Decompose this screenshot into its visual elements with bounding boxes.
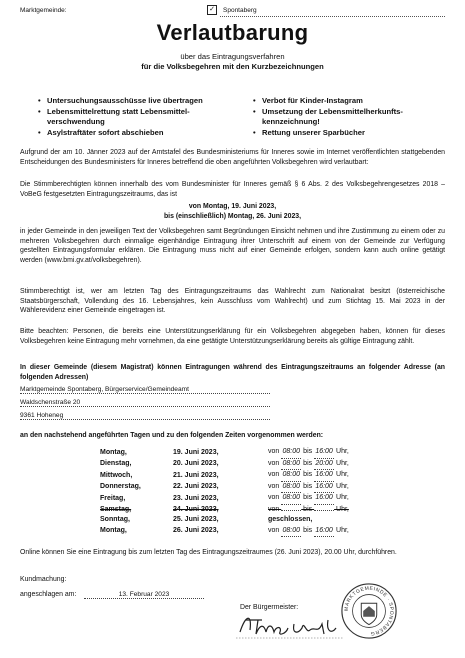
list-item: • Umsetzung der Lebensmittelherkunfts-kennzeichnung!	[253, 107, 438, 126]
gemeinde-label: Marktgemeinde:	[20, 7, 67, 14]
buergermeister-label: Der Bürgermeister:	[240, 604, 299, 611]
schedule-times: von 08:00 bis 16:00 Uhr,	[268, 447, 352, 459]
time-from: 08:00	[281, 470, 301, 482]
time-from: 08:00	[281, 447, 301, 459]
schedule-day: Montag,	[100, 448, 127, 456]
paragraph-schedule-intro: an den nachstehend angeführten Tagen und zu den folgenden Zeiten vorgenommen werden:	[20, 432, 324, 439]
address-line-1: Marktgemeinde Spontaberg, Bürgerservice/Gemeindeamt	[20, 386, 270, 394]
angeschlagen-label: angeschlagen am:	[20, 591, 77, 598]
schedule-times: geschlossen,	[268, 516, 313, 523]
paragraph-online: Online können Sie eine Eintragung bis zum letzten Tag des Eintragungszeitraumes (26. Juni 2023), 20.00 Uhr, durchführen.	[20, 549, 397, 556]
schedule-times: von 08:00 bis 20:00 Uhr,	[268, 459, 352, 471]
table-row	[100, 470, 352, 482]
schedule-times: von 08:00 bis 16:00 Uhr,	[268, 526, 352, 538]
schedule-times: von 08:00 bis 16:00 Uhr,	[268, 493, 352, 505]
address-line-2: Waldschenstraße 20	[20, 399, 270, 407]
list-item: • Rettung unserer Sparbücher	[253, 128, 438, 138]
kundmachung-label: Kundmachung:	[20, 576, 67, 583]
table-row	[100, 493, 352, 505]
time-to: 16:00	[314, 470, 334, 482]
table-row	[100, 505, 352, 516]
signature-icon	[236, 610, 346, 640]
paragraph-note: Bitte beachten: Personen, die bereits eine Unterstützungserklärung für ein Volksbegehren abgegeben haben, können für dieses Volksbegehren keine Eintragung mehr vornehmen, da eine getätigte Unterstützungserklärung bereits als gültige Eintragung zählt.	[20, 328, 445, 345]
schedule-times: von 08:00 bis 16:00 Uhr,	[268, 470, 352, 482]
time-to: 16:00	[314, 447, 334, 459]
time-to: 16:00	[314, 493, 334, 505]
header-bar	[20, 4, 445, 20]
time-from	[281, 510, 301, 511]
official-seal-icon	[340, 582, 398, 640]
table-row	[100, 459, 352, 471]
schedule-date: 21. Juni 2023,	[173, 471, 219, 479]
subtitle-line-2: für die Volksbegehren mit den Kurzbezeichnungen	[141, 62, 324, 71]
time-to: 16:00	[314, 526, 334, 538]
schedule-date: 26. Juni 2023,	[173, 527, 219, 534]
initiative-column-right	[253, 96, 438, 139]
time-to: 16:00	[314, 482, 334, 494]
table-row	[100, 526, 352, 538]
time-from: 08:00	[281, 526, 301, 538]
seal-text: MARKTGEMEINDE · SPONTABERG	[343, 585, 395, 637]
schedule-day: Samstag,	[100, 505, 132, 513]
paragraph-registration: in jeder Gemeinde in den jeweiligen Text der Volksbegehren samt Begründungen Einsicht nehmen und ihre Zustimmung zu einem oder zu mehreren Volksbegehren durch einmalige eigenhändige Eintragung ihrer Unterschrift auf einem von der Gemeinde zur Verfügung gestellten Eintragungsformular erklären. Die Eintragung muss nicht auf einer Gemeinde erfolgen, sondern kann auch online getätigt werden (www.bmi.gv.at/volksbegehren).	[20, 228, 445, 264]
list-item: • Verbot für Kinder-Instagram	[253, 96, 438, 106]
schedule-day: Sonntag,	[100, 516, 130, 523]
time-from: 08:00	[281, 493, 301, 505]
list-item: • Untersuchungsausschüsse live übertragen	[38, 96, 238, 106]
time-from: 08:00	[281, 482, 301, 494]
period-end: bis (einschließlich) Montag, 26. Juni 2023,	[163, 213, 302, 220]
initiative-column-left	[38, 96, 238, 139]
period-start: von Montag, 19. Juni 2023,	[188, 203, 277, 210]
fill-line	[220, 16, 445, 17]
time-to	[314, 510, 334, 511]
schedule-table	[100, 447, 352, 537]
schedule-date: 25. Juni 2023,	[173, 516, 219, 523]
schedule-day: Freitag,	[100, 494, 126, 502]
paragraph-intro: Aufgrund der am 10. Jänner 2023 auf der Amtstafel des Bundesministeriums für Inneres sowie im Internet veröffentlichten stattgebenden Entscheidungen des Bundesministers für Inneres betreffend die oben angeführten Volksbegehren wird verlautbart:	[20, 149, 445, 166]
subtitle-line-1: über das Eintragungsverfahren	[180, 52, 285, 61]
schedule-times: von bis Uhr,	[268, 505, 349, 513]
table-row	[100, 447, 352, 459]
checkbox-icon: ✓	[207, 5, 217, 15]
document-title: Verlautbarung	[156, 20, 309, 45]
time-from: 08:00	[281, 459, 301, 471]
gemeinde-value: Spontaberg	[223, 7, 257, 14]
schedule-date: 24. Juni 2023,	[173, 505, 219, 513]
list-item: • Asylstraftäter sofort abschieben	[38, 128, 238, 138]
angeschlagen-date: 13. Februar 2023	[84, 591, 204, 599]
table-row	[100, 482, 352, 494]
list-item: • Lebensmittelrettung statt Lebensmittel-verschwendung	[38, 107, 238, 126]
schedule-date: 22. Juni 2023,	[173, 483, 219, 490]
schedule-date: 23. Juni 2023,	[173, 494, 219, 502]
schedule-day: Dienstag,	[100, 460, 132, 467]
schedule-day: Mittwoch,	[100, 471, 133, 479]
time-to: 20:00	[314, 459, 334, 471]
table-row	[100, 515, 352, 526]
schedule-day: Montag,	[100, 527, 127, 534]
paragraph-voters: Stimmberechtigt ist, wer am letzten Tag des Eintragungszeitraums das Wahlrecht zum Nationalrat besitzt (österreichische Staatsbürgerschaft, Vollendung des 16. Lebensjahres, kein Ausschluss vom Wahlrecht) und zum Stichtag 15. Mai 2023 in der Wählerevidenz einer Gemeinde eingetragen ist.	[20, 288, 445, 315]
paragraph-eligibility: Die Stimmberechtigten können innerhalb des vom Bundesminister für Inneres gemäß § 6 Abs. 2 des Volksbegehrengesetzes 2018 – VoBeG festgesetzten Eintragungszeitraums, das ist	[20, 181, 445, 198]
paragraph-address-intro: In dieser Gemeinde (diesem Magistrat) können Eintragungen während des Eintragungszeitraums an folgender Adresse (an folgenden Adressen)	[20, 364, 445, 381]
schedule-day: Donnerstag,	[100, 483, 141, 490]
schedule-date: 19. Juni 2023,	[173, 448, 219, 456]
address-line-3: 9361 Hoheneg	[20, 412, 270, 420]
schedule-date: 20. Juni 2023,	[173, 460, 219, 467]
schedule-times: von 08:00 bis 16:00 Uhr,	[268, 482, 352, 494]
